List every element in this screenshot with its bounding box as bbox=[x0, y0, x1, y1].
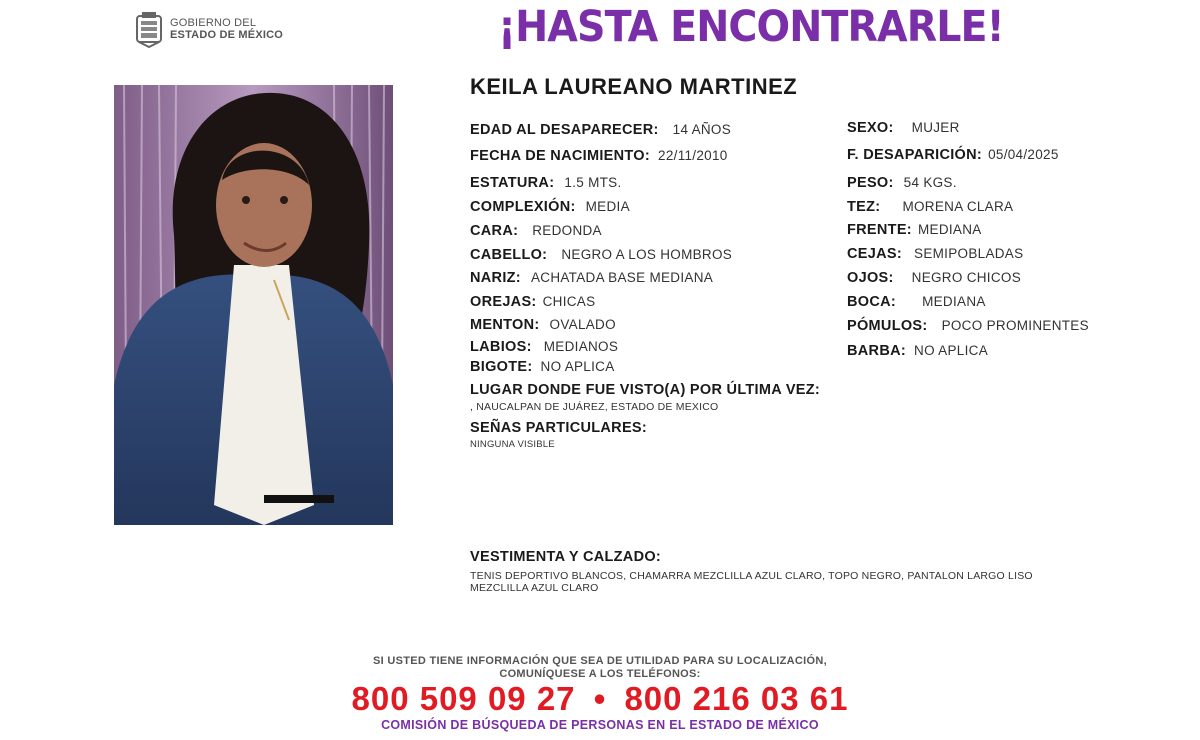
field-cheekbones: PÓMULOS: POCO PROMINENTES bbox=[847, 318, 1089, 334]
field-lips: LABIOS: MEDIANOS bbox=[470, 339, 619, 355]
field-birthdate: FECHA DE NACIMIENTO: 22/11/2010 bbox=[470, 148, 728, 164]
field-mouth: BOCA: MEDIANA bbox=[847, 294, 986, 310]
contact-note-line1: SI USTED TIENE INFORMACIÓN QUE SEA DE UTILIDAD PARA SU LOCALIZACIÓN, bbox=[373, 655, 827, 667]
marks-label: SEÑAS PARTICULARES: bbox=[470, 420, 648, 436]
clothing-label: VESTIMENTA Y CALZADO: bbox=[470, 549, 662, 565]
field-mustache: BIGOTE: NO APLICA bbox=[470, 359, 615, 375]
person-name: KEILA LAUREANO MARTINEZ bbox=[470, 74, 798, 99]
logo-line1: GOBIERNO DEL bbox=[170, 17, 257, 29]
last-seen-value: , NAUCALPAN DE JUÁREZ, ESTADO DE MEXICO bbox=[470, 401, 719, 413]
headline: ¡HASTA ENCONTRARLE! bbox=[498, 2, 1004, 52]
field-hair: CABELLO: NEGRO A LOS HOMBROS bbox=[470, 247, 733, 263]
field-age: EDAD AL DESAPARECER: 14 AÑOS bbox=[470, 122, 732, 138]
contact-note-line2: COMUNÍQUESE A LOS TELÉFONOS: bbox=[499, 668, 701, 680]
field-eyes: OJOS: NEGRO CHICOS bbox=[847, 270, 1022, 286]
field-weight: PESO: 54 KGS. bbox=[847, 175, 957, 191]
phone-2[interactable]: 800 216 03 61 bbox=[624, 680, 849, 717]
logo-line2: ESTADO DE MÉXICO bbox=[170, 29, 284, 41]
field-beard: BARBA: NO APLICA bbox=[847, 343, 989, 359]
field-build: COMPLEXIÓN: MEDIA bbox=[470, 199, 630, 215]
field-eyebrows: CEJAS: SEMIPOBLADAS bbox=[847, 246, 1024, 262]
field-disappearance-date: F. DESAPARICIÓN: 05/04/2025 bbox=[847, 147, 1059, 163]
field-complexion: TEZ: MORENA CLARA bbox=[847, 199, 1014, 215]
field-chin: MENTON: OVALADO bbox=[470, 317, 616, 333]
coat-of-arms-icon bbox=[134, 10, 164, 48]
field-forehead: FRENTE: MEDIANA bbox=[847, 222, 982, 238]
last-seen-label: LUGAR DONDE FUE VISTO(A) POR ÚLTIMA VEZ: bbox=[470, 382, 821, 398]
phone-separator: • bbox=[593, 680, 607, 717]
field-nose: NARIZ: ACHATADA BASE MEDIANA bbox=[470, 270, 714, 286]
marks-value: NINGUNA VISIBLE bbox=[470, 439, 555, 450]
government-logo bbox=[134, 10, 283, 48]
commission-name: COMISIÓN DE BÚSQUEDA DE PERSONAS EN EL ESTADO DE MÉXICO bbox=[381, 718, 819, 732]
missing-person-photo bbox=[114, 85, 393, 525]
phone-1[interactable]: 800 509 09 27 bbox=[351, 680, 576, 717]
field-height: ESTATURA: 1.5 MTS. bbox=[470, 175, 622, 191]
field-ears: OREJAS: CHICAS bbox=[470, 294, 596, 310]
field-face: CARA: REDONDA bbox=[470, 223, 602, 239]
field-sex: SEXO: MUJER bbox=[847, 120, 960, 136]
phone-numbers bbox=[0, 680, 1200, 718]
clothing-line2: MEZCLILLA AZUL CLARO bbox=[470, 582, 599, 594]
clothing-line1: TENIS DEPORTIVO BLANCOS, CHAMARRA MEZCLILLA AZUL CLARO, TOPO NEGRO, PANTALON LARGO LISO bbox=[470, 570, 1033, 582]
